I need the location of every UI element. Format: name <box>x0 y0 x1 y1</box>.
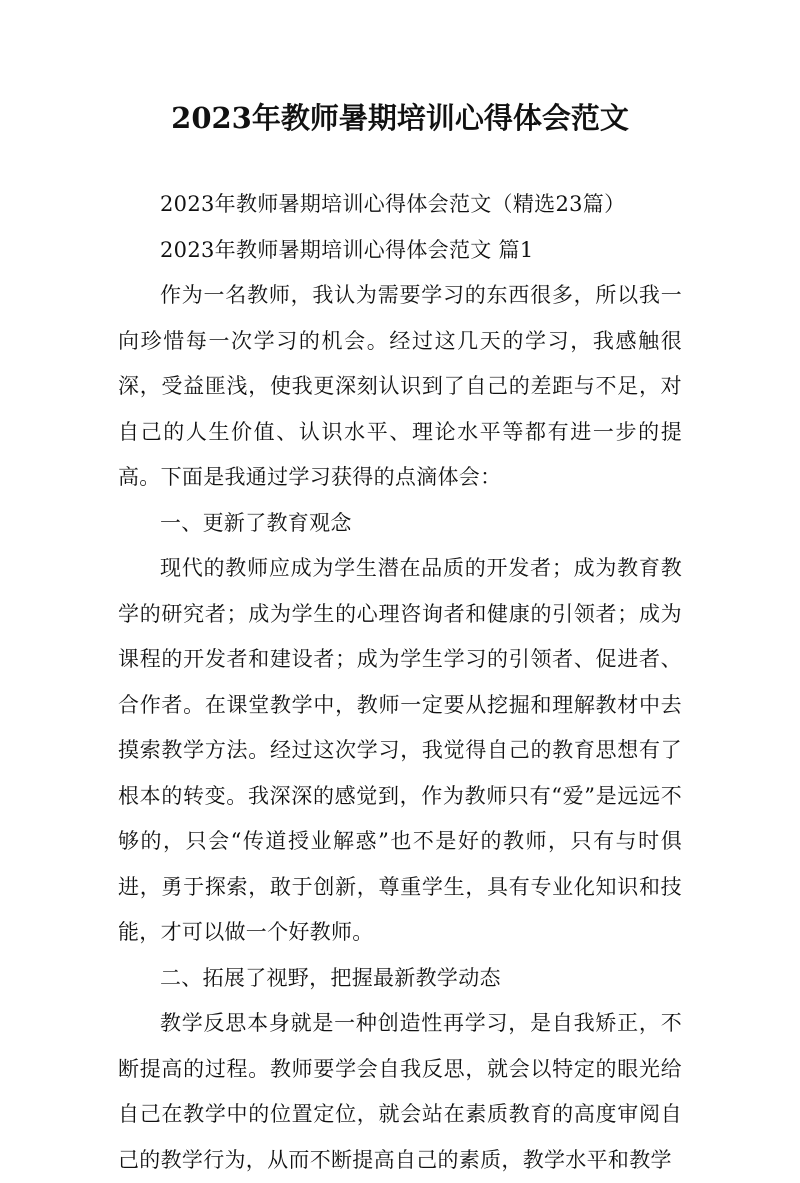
body-paragraph: 教学反思本身就是一种创造性再学习，是自我矫正，不断提高的过程。教师要学会自我反思，就会以特定的眼光给自己在教学中的位置定位，就会站在素质教育的高度审阅自己的教学行为，从而不断提高自己的素质，教学水平和教学 <box>118 1011 682 1172</box>
body-paragraph: 作为一名教师，我认为需要学习的东西很多，所以我一向珍惜每一次学习的机会。经过这几天的学习，我感触很深，受益匪浅，使我更深刻认识到了自己的差距与不足，对自己的人生价值、认识水平、理论水平等都有进一步的提高。下面是我通过学习获得的点滴体会： <box>118 283 682 489</box>
section-heading: 2023年教师暑期培训心得体会范文 篇1 <box>160 237 534 262</box>
subtitle-paragraph: 2023年教师暑期培训心得体会范文（精选23篇） <box>160 192 626 216</box>
body-paragraph: 现代的教师应成为学生潜在品质的开发者；成为教育教学的研究者；成为学生的心理咨询者和健康的引领者；成为课程的开发者和建设者；成为学生学习的引领者、促进者、合作者。在课堂教学中，教师一定要从挖掘和理解教材中去摸索教学方法。经过这次学习，我觉得自己的教育思想有了根本的转变。我深深的感觉到，作为教师只有“爱”是远远不够的，只会“传道授业解惑”也不是好的教师，只有与时俱进，勇于探索，敢于创新，尊重学生，具有专业化知识和技能，才可以做一个好教师。 <box>118 556 682 944</box>
point-heading: 二、拓展了视野，把握最新教学动态 <box>160 965 501 990</box>
document-body <box>118 182 682 1183</box>
document-title: 2023年教师暑期培训心得体会范文 <box>171 101 629 135</box>
point-heading: 一、更新了教育观念 <box>160 510 352 535</box>
